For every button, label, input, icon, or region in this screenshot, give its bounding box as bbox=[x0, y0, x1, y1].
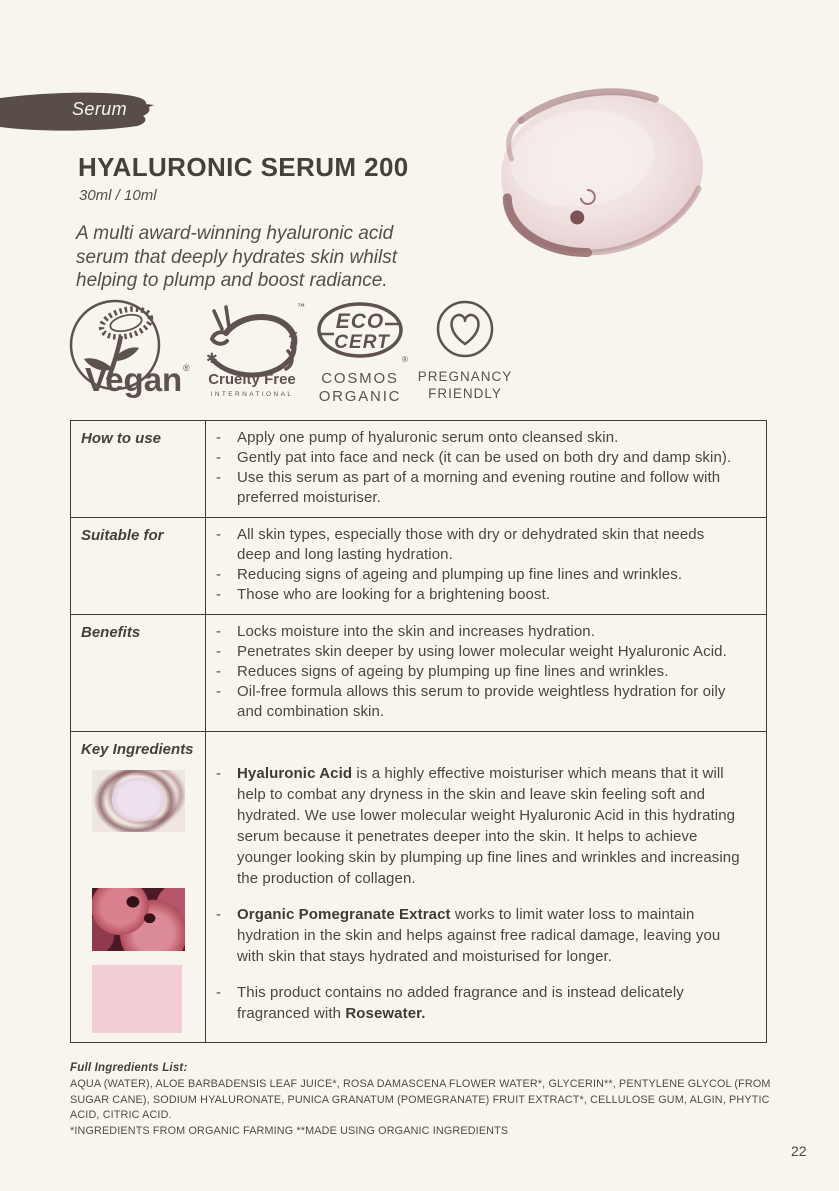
serum-swatch-thumbnail bbox=[92, 770, 185, 832]
bullet-plain-text: This product contains no added fragrance and is instead delicately fragranced with bbox=[237, 984, 684, 1022]
row-label: How to use bbox=[81, 430, 162, 447]
bullet-dash: - bbox=[216, 586, 222, 603]
row-label-cell bbox=[71, 615, 206, 731]
bullet-dash: - bbox=[216, 526, 222, 543]
row-label-cell bbox=[71, 732, 206, 1042]
bullet-text bbox=[237, 468, 742, 508]
bullet-dash: - bbox=[216, 429, 222, 446]
bullet-plain-text: is a highly effective moisturiser which means that it will help to combat any dryness in the skin and leave skin feeling soft and hydrated. We use lower molecular weight Hyaluronic Acid in this hydrating serum because it penetrates deeper into the skin. It helps to achieve younger looking skin by plumping up fine lines and wrinkles and increasing the production of collagen. bbox=[237, 765, 740, 887]
bullet-item bbox=[216, 642, 742, 662]
row-content-cell bbox=[206, 732, 766, 1042]
product-info-table bbox=[70, 420, 767, 1043]
bullet-item bbox=[216, 662, 742, 682]
pregnancy-label: PREGNANCY bbox=[417, 369, 513, 384]
serum-drop-image bbox=[472, 64, 734, 287]
organic-label: ORGANIC bbox=[318, 388, 402, 405]
ecocert-badge bbox=[312, 299, 412, 412]
bullet-plain-text: Reduces signs of ageing by plumping up fine lines and wrinkles. bbox=[237, 663, 669, 680]
bullet-plain-text: All skin types, especially those with dry or dehydrated skin that needs deep and long lasting hydration. bbox=[237, 526, 705, 563]
bullet-item bbox=[216, 428, 742, 448]
table-row bbox=[71, 421, 766, 517]
bullet-text bbox=[237, 982, 742, 1024]
ingredients-list: AQUA (WATER), ALOE BARBADENSIS LEAF JUICE*, ROSA DAMASCENA FLOWER WATER*, GLYCERIN**, PENTYLENE GLYCOL (FROM SUGAR CANE), SODIUM HYALURONATE, PUNICA GRANATUM (POMEGRANATE) FRUIT EXTRACT*, CELLULOSE GUM, ALGIN, PHYTIC ACID, CITRIC ACID. bbox=[70, 1078, 771, 1121]
bullet-dash: - bbox=[216, 643, 222, 660]
registered-mark: ® bbox=[402, 355, 408, 364]
bullet-item bbox=[216, 982, 742, 1024]
bullet-plain-text: Oil-free formula allows this serum to provide weightless hydration for oily and combination skin. bbox=[237, 683, 726, 720]
international-label: INTERNATIONAL bbox=[210, 391, 294, 398]
bullet-text bbox=[237, 642, 727, 662]
bullet-bold-text: Organic Pomegranate Extract bbox=[237, 906, 451, 923]
bullet-dash: - bbox=[216, 906, 222, 923]
bullet-item bbox=[216, 682, 742, 722]
row-label: Suitable for bbox=[81, 527, 164, 544]
bullet-text bbox=[237, 428, 618, 448]
bullet-text bbox=[237, 904, 742, 967]
bullet-dash: - bbox=[216, 566, 222, 583]
rose-thumbnail bbox=[92, 965, 182, 1033]
page-title: HYALURONIC SERUM 200 bbox=[78, 152, 409, 182]
bullet-text bbox=[237, 565, 682, 585]
bullet-item bbox=[216, 904, 742, 967]
registered-mark: ® bbox=[183, 363, 190, 373]
cruelty-free-badge bbox=[196, 299, 308, 408]
bullet-text bbox=[237, 622, 595, 642]
bullet-item bbox=[216, 565, 742, 585]
row-content-cell bbox=[206, 421, 766, 517]
bullet-text bbox=[237, 585, 550, 605]
ecocert-logo-icon bbox=[312, 299, 412, 407]
bullet-dash: - bbox=[216, 449, 222, 466]
bullet-item bbox=[216, 448, 742, 468]
bullet-dash: - bbox=[216, 469, 222, 486]
friendly-label: FRIENDLY bbox=[428, 386, 502, 401]
bullet-plain-text: Those who are looking for a brightening boost. bbox=[237, 586, 551, 603]
bullet-text bbox=[237, 662, 669, 682]
cert-label: CERT bbox=[334, 332, 390, 353]
bullet-plain-text: Locks moisture into the skin and increases hydration. bbox=[237, 623, 595, 640]
star-glyph: ✱ bbox=[288, 328, 299, 342]
vegan-logo-icon bbox=[64, 295, 194, 401]
cruelty-free-label: Cruelty Free bbox=[208, 371, 296, 388]
pregnancy-friendly-badge bbox=[413, 299, 517, 412]
bullet-dash: - bbox=[216, 683, 222, 700]
bullet-item bbox=[216, 622, 742, 642]
category-tag-label: Serum bbox=[72, 99, 128, 119]
vegan-label: Vegan bbox=[85, 361, 183, 398]
bullet-bold-text: Rosewater. bbox=[345, 1005, 426, 1022]
row-content-cell bbox=[206, 615, 766, 731]
pomegranates-thumbnail bbox=[92, 888, 185, 951]
ingredients-footer bbox=[70, 1062, 782, 1139]
bullet-plain-text: Use this serum as part of a morning and evening routine and follow with preferred moisturiser. bbox=[237, 469, 721, 506]
bullet-item bbox=[216, 763, 742, 889]
leaping-bunny-icon bbox=[196, 299, 308, 403]
star-glyph: ✱ bbox=[206, 350, 218, 366]
bullet-dash: - bbox=[216, 623, 222, 640]
table-row bbox=[71, 614, 766, 731]
bullet-item bbox=[216, 468, 742, 508]
bullet-plain-text: Reducing signs of ageing and plumping up fine lines and wrinkles. bbox=[237, 566, 683, 583]
bullet-text bbox=[237, 682, 742, 722]
bullet-dash: - bbox=[216, 765, 222, 782]
bullet-item bbox=[216, 585, 742, 605]
bullet-text bbox=[237, 448, 731, 468]
table-row bbox=[71, 517, 766, 614]
pregnancy-heart-icon bbox=[413, 299, 517, 407]
bullet-plain-text: Gently pat into face and neck (it can be used on both dry and damp skin). bbox=[237, 449, 732, 466]
row-content-cell bbox=[206, 518, 766, 614]
bullet-text bbox=[237, 525, 742, 565]
bullet-plain-text: Apply one pump of hyaluronic serum onto cleansed skin. bbox=[237, 429, 619, 446]
trademark-mark: ™ bbox=[297, 302, 305, 311]
row-label-cell bbox=[71, 421, 206, 517]
bullet-bold-text: Hyaluronic Acid bbox=[237, 765, 353, 782]
ingredients-title: Full Ingredients List: bbox=[70, 1062, 188, 1074]
row-label-cell bbox=[71, 518, 206, 614]
product-description: A multi award-winning hyaluronic acid serum that deeply hydrates skin whilst helping to plump and boost radiance. bbox=[76, 223, 398, 291]
row-label: Benefits bbox=[81, 624, 141, 641]
table-row bbox=[71, 731, 766, 1042]
row-label: Key Ingredients bbox=[81, 741, 194, 758]
bullet-plain-text: works to limit water loss to maintain hydration in the skin and helps against free radical damage, leaving you with skin that stays hydrated and moisturised for longer. bbox=[237, 906, 721, 965]
vegan-badge bbox=[64, 295, 194, 406]
ingredients-note: *INGREDIENTS FROM ORGANIC FARMING **MADE USING ORGANIC INGREDIENTS bbox=[70, 1124, 509, 1137]
bullet-dash: - bbox=[216, 984, 222, 1001]
page-number: 22 bbox=[791, 1143, 807, 1159]
bullet-text bbox=[237, 763, 742, 889]
bullet-item bbox=[216, 525, 742, 565]
product-sizes: 30ml / 10ml bbox=[79, 187, 157, 204]
cosmos-label: COSMOS bbox=[321, 370, 399, 387]
eco-label: ECO bbox=[335, 310, 385, 333]
bullet-plain-text: Penetrates skin deeper by using lower molecular weight Hyaluronic Acid. bbox=[237, 643, 727, 660]
bullet-dash: - bbox=[216, 663, 222, 680]
